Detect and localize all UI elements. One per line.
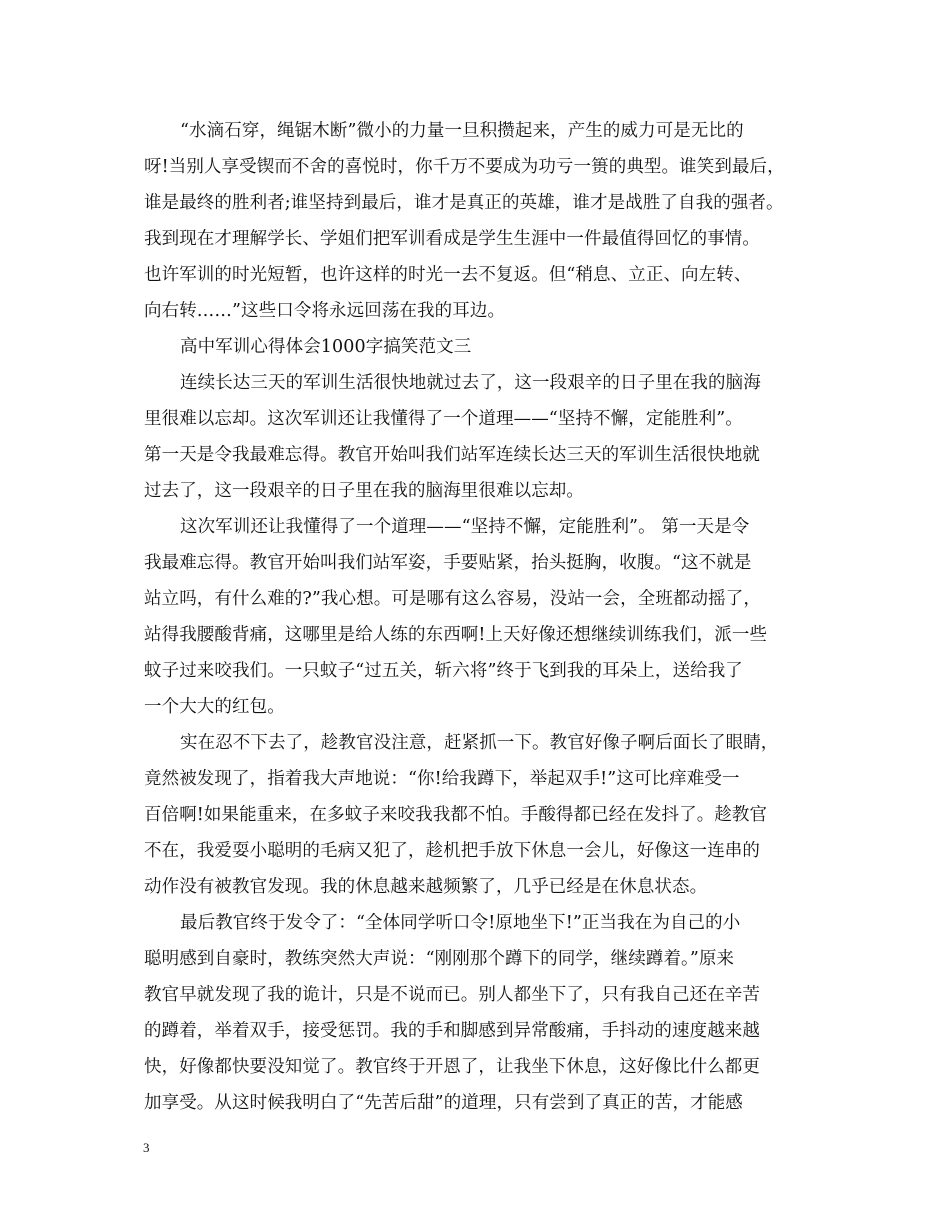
text-line: 聪明感到自豪时，教练突然大声说：“刚刚那个蹲下的同学，继续蹲着。”原来 <box>144 949 735 969</box>
text-line: 竟然被发现了，指着我大声地说：“你!给我蹲下，举起双手!”这可比痒难受一 <box>144 769 740 789</box>
text-line: 百倍啊!如果能重来，在多蚊子来咬我我都不怕。手酸得都已经在发抖了。趁教官 <box>144 805 768 825</box>
text-line: “水滴石穿，绳锯木断”微小的力量一旦积攒起来，产生的威力可是无比的 <box>180 121 744 141</box>
text-line: 的蹲着，举着双手，接受惩罚。我的手和脚感到异常酸痛，手抖动的速度越来越 <box>144 1021 760 1041</box>
text-line: 里很难以忘却。这次军训还让我懂得了一个道理——“坚持不懈，定能胜利”。 <box>144 409 743 429</box>
text-line: 实在忍不下去了，趁教官没注意，赶紧抓一下。教官好像子啊后面长了眼睛， <box>180 733 779 753</box>
text-line: 不在，我爱耍小聪明的毛病又犯了，趁机把手放下休息一会儿，好像这一连串的 <box>144 841 760 861</box>
text-line: 加享受。从这时候我明白了“先苦后甜”的道理，只有尝到了真正的苦，才能感 <box>144 1093 743 1113</box>
text-line: 过去了，这一段艰辛的日子里在我的脑海里很难以忘却。 <box>144 481 584 501</box>
page-number: 3 <box>143 1140 150 1155</box>
text-line: 最后教官终于发令了：“全体同学听口令!原地坐下!”正当我在为自己的小 <box>180 913 741 933</box>
text-line: 动作没有被教官发现。我的休息越来越频繁了，几乎已经是在休息状态。 <box>144 877 708 897</box>
text-line: 站得我腰酸背痛，这哪里是给人练的东西啊!上天好像还想继续训练我们，派一些 <box>144 625 768 645</box>
text-line: 谁是最终的胜利者;谁坚持到最后，谁才是真正的英雄，谁才是战胜了自我的强者。 <box>144 193 784 213</box>
text-line: 蚊子过来咬我们。一只蚊子“过五关，斩六将”终于飞到我的耳朵上，送给我了 <box>144 661 743 681</box>
text-line: 教官早就发现了我的诡计，只是不说而已。别人都坐下了，只有我自己还在辛苦 <box>144 985 760 1005</box>
text-line: 我到现在才理解学长、学姐们把军训看成是学生生涯中一件最值得回忆的事情。 <box>144 229 760 249</box>
text-line: 向右转……”这些口令将永远回荡在我的耳边。 <box>144 301 506 321</box>
text-line: 站立吗，有什么难的?”我心想。可是哪有这么容易，没站一会，全班都动摇了， <box>144 589 761 609</box>
section-heading: 高中军训心得体会1000字搞笑范文三 <box>180 337 472 357</box>
text-line: 一个大大的红包。 <box>144 697 285 717</box>
text-line: 也许军训的时光短暂，也许这样的时光一去不复返。但“稍息、立正、向左转、 <box>144 265 752 285</box>
text-line: 第一天是令我最难忘得。教官开始叫我们站军连续长达三天的军训生活很快地就 <box>144 445 760 465</box>
text-line: 连续长达三天的军训生活很快地就过去了，这一段艰辛的日子里在我的脑海 <box>180 373 761 393</box>
text-line: 呀!当别人享受锲而不舍的喜悦时，你千万不要成为功亏一篑的典型。谁笑到最后， <box>144 157 785 177</box>
text-line: 我最难忘得。教官开始叫我们站军姿，手要贴紧，抬头挺胸，收腹。“这不就是 <box>144 553 752 573</box>
text-line: 快，好像都快要没知觉了。教官终于开恩了，让我坐下休息，这好像比什么都更 <box>144 1057 760 1077</box>
text-line: 这次军训还让我懂得了一个道理——“坚持不懈，定能胜利”。 第一天是令 <box>180 517 750 537</box>
